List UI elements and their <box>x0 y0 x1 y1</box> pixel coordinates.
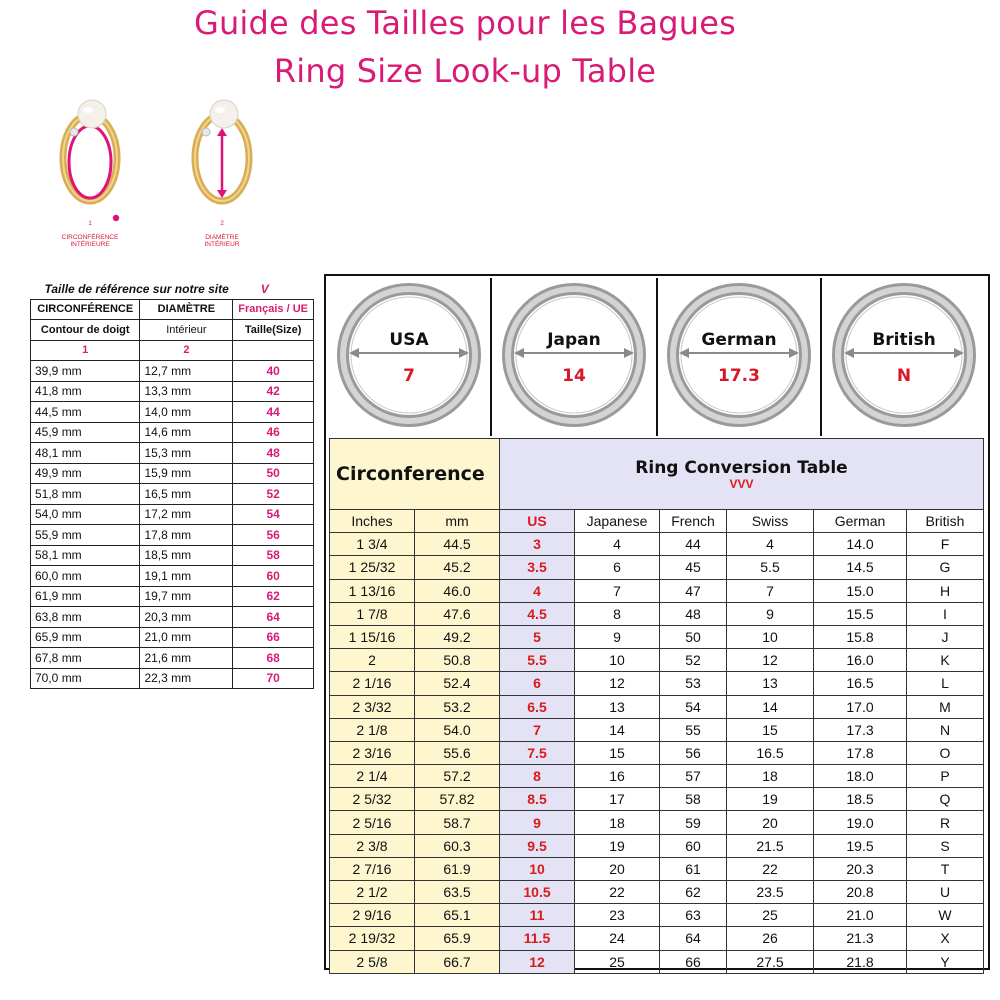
swiss-size-cell: 23.5 <box>727 881 814 904</box>
british-size-cell: T <box>907 857 984 880</box>
diameter-cell: 15,3 mm <box>140 443 233 464</box>
german-size-cell: 19.5 <box>814 834 907 857</box>
circumference-cell: 70,0 mm <box>31 668 140 689</box>
british-size-cell: P <box>907 765 984 788</box>
french-size-cell: 52 <box>233 484 314 505</box>
japanese-size-cell: 7 <box>575 579 660 602</box>
diameter-cell: 22,3 mm <box>140 668 233 689</box>
british-size-cell: Y <box>907 950 984 973</box>
inches-cell: 1 13/16 <box>330 579 415 602</box>
diameter-cell: 20,3 mm <box>140 607 233 628</box>
german-size-cell: 21.3 <box>814 927 907 950</box>
circumference-cell: 49,9 mm <box>31 463 140 484</box>
table-row <box>31 545 314 566</box>
us-size-cell: 11 <box>500 904 575 927</box>
japanese-size-cell: 19 <box>575 834 660 857</box>
french-size-cell: 66 <box>660 950 727 973</box>
header-circumference: CIRCONFÉRENCE <box>31 299 140 320</box>
german-size-cell: 15.8 <box>814 625 907 648</box>
french-size-cell: 40 <box>233 361 314 382</box>
mm-cell: 58.7 <box>415 811 500 834</box>
french-size-cell: 42 <box>233 381 314 402</box>
figure-1-number: 1 <box>88 220 92 227</box>
conversion-marker: VVV <box>729 477 754 491</box>
ring-conversion-panel <box>324 274 990 970</box>
mm-cell: 55.6 <box>415 741 500 764</box>
inches-cell: 1 7/8 <box>330 602 415 625</box>
dial-label: German <box>701 330 777 350</box>
dial-label: USA <box>389 330 429 350</box>
conversion-title-cell <box>500 439 984 510</box>
british-size-cell: J <box>907 625 984 648</box>
german-size-cell: 17.8 <box>814 741 907 764</box>
french-size-cell: 48 <box>660 602 727 625</box>
conversion-rows <box>330 533 984 974</box>
british-size-cell: R <box>907 811 984 834</box>
us-size-cell: 9.5 <box>500 834 575 857</box>
header-french-size: Français / UE <box>233 299 314 320</box>
header-inches: Inches <box>330 510 415 533</box>
mm-cell: 46.0 <box>415 579 500 602</box>
circumference-title: Circonference <box>330 439 500 510</box>
german-size-cell: 18.5 <box>814 788 907 811</box>
french-size-cell: 61 <box>660 857 727 880</box>
circumference-cell: 63,8 mm <box>31 607 140 628</box>
circumference-cell: 54,0 mm <box>31 504 140 525</box>
inches-cell: 1 3/4 <box>330 533 415 556</box>
header-french: French <box>660 510 727 533</box>
table-row <box>31 648 314 669</box>
swiss-size-cell: 5.5 <box>727 556 814 579</box>
table-row <box>330 904 984 927</box>
header-row <box>31 299 314 320</box>
ring-diameter-figure <box>162 96 282 256</box>
table-row <box>31 504 314 525</box>
column-number-2: 2 <box>140 340 233 361</box>
table-row <box>31 484 314 505</box>
table-row <box>330 649 984 672</box>
french-size-cell: 68 <box>233 648 314 669</box>
size-dial <box>658 278 822 436</box>
us-size-cell: 6 <box>500 672 575 695</box>
french-size-cell: 62 <box>660 881 727 904</box>
table-row <box>330 718 984 741</box>
mm-cell: 60.3 <box>415 834 500 857</box>
japanese-size-cell: 15 <box>575 741 660 764</box>
french-size-cell: 52 <box>660 649 727 672</box>
inches-cell: 2 5/8 <box>330 950 415 973</box>
inches-cell: 2 19/32 <box>330 927 415 950</box>
header-mm: mm <box>415 510 500 533</box>
us-size-cell: 5.5 <box>500 649 575 672</box>
dial-value: 17.3 <box>718 366 760 386</box>
circumference-cell: 48,1 mm <box>31 443 140 464</box>
french-size-cell: 55 <box>660 718 727 741</box>
german-size-cell: 15.5 <box>814 602 907 625</box>
british-size-cell: L <box>907 672 984 695</box>
circumference-cell: 58,1 mm <box>31 545 140 566</box>
japanese-size-cell: 23 <box>575 904 660 927</box>
french-size-rows <box>31 361 314 689</box>
mm-cell: 49.2 <box>415 625 500 648</box>
mm-cell: 63.5 <box>415 881 500 904</box>
diameter-cell: 16,5 mm <box>140 484 233 505</box>
table-row <box>330 533 984 556</box>
diameter-cell: 17,8 mm <box>140 525 233 546</box>
table-row <box>31 525 314 546</box>
german-size-cell: 15.0 <box>814 579 907 602</box>
german-size-cell: 14.0 <box>814 533 907 556</box>
inches-cell: 2 3/16 <box>330 741 415 764</box>
swiss-size-cell: 25 <box>727 904 814 927</box>
british-size-cell: N <box>907 718 984 741</box>
table-row <box>330 741 984 764</box>
conversion-title-row <box>330 439 984 510</box>
header-swiss: Swiss <box>727 510 814 533</box>
swiss-size-cell: 22 <box>727 857 814 880</box>
column-number-1: 1 <box>31 340 140 361</box>
subheader-size: Taille(Size) <box>233 320 314 341</box>
british-size-cell: X <box>907 927 984 950</box>
mm-cell: 45.2 <box>415 556 500 579</box>
table-row <box>31 586 314 607</box>
swiss-size-cell: 12 <box>727 649 814 672</box>
japanese-size-cell: 16 <box>575 765 660 788</box>
british-size-cell: H <box>907 579 984 602</box>
figure-1-caption-line1: CIRCONFÉRENCE <box>61 234 119 241</box>
diameter-cell: 14,0 mm <box>140 402 233 423</box>
swiss-size-cell: 9 <box>727 602 814 625</box>
number-row <box>31 340 314 361</box>
diameter-cell: 17,2 mm <box>140 504 233 525</box>
table-row <box>31 422 314 443</box>
french-size-cell: 58 <box>660 788 727 811</box>
table-row <box>330 950 984 973</box>
mm-cell: 53.2 <box>415 695 500 718</box>
british-size-cell: U <box>907 881 984 904</box>
british-size-cell: W <box>907 904 984 927</box>
us-size-cell: 8 <box>500 765 575 788</box>
french-size-cell: 53 <box>660 672 727 695</box>
us-size-cell: 7.5 <box>500 741 575 764</box>
table-row <box>330 881 984 904</box>
table-row <box>330 672 984 695</box>
dial-label: Japan <box>547 330 601 350</box>
us-size-cell: 11.5 <box>500 927 575 950</box>
inches-cell: 2 7/16 <box>330 857 415 880</box>
german-size-cell: 16.0 <box>814 649 907 672</box>
table-row <box>330 927 984 950</box>
swiss-size-cell: 20 <box>727 811 814 834</box>
ring-gauge-icon <box>328 278 490 434</box>
reference-label: Taille de référence sur notre site <box>44 281 229 296</box>
french-size-cell: 62 <box>233 586 314 607</box>
german-size-cell: 20.3 <box>814 857 907 880</box>
french-size-cell: 46 <box>233 422 314 443</box>
header-us: US <box>500 510 575 533</box>
french-size-cell: 54 <box>233 504 314 525</box>
inches-cell: 2 <box>330 649 415 672</box>
table-row <box>31 627 314 648</box>
circumference-cell: 44,5 mm <box>31 402 140 423</box>
japanese-size-cell: 8 <box>575 602 660 625</box>
japanese-size-cell: 17 <box>575 788 660 811</box>
british-size-cell: I <box>907 602 984 625</box>
diameter-cell: 19,1 mm <box>140 566 233 587</box>
swiss-size-cell: 7 <box>727 579 814 602</box>
german-size-cell: 17.3 <box>814 718 907 741</box>
header-diameter: DIAMÈTRE <box>140 299 233 320</box>
us-size-cell: 3.5 <box>500 556 575 579</box>
french-size-cell: 60 <box>660 834 727 857</box>
swiss-size-cell: 27.5 <box>727 950 814 973</box>
page-title-english: Ring Size Look-up Table <box>273 52 657 90</box>
page-title-french: Guide des Tailles pour les Bagues <box>193 4 737 42</box>
us-size-cell: 4.5 <box>500 602 575 625</box>
swiss-size-cell: 4 <box>727 533 814 556</box>
us-size-cell: 4 <box>500 579 575 602</box>
inches-cell: 2 3/32 <box>330 695 415 718</box>
swiss-size-cell: 10 <box>727 625 814 648</box>
german-size-cell: 21.0 <box>814 904 907 927</box>
german-size-cell: 18.0 <box>814 765 907 788</box>
french-size-cell: 59 <box>660 811 727 834</box>
inches-cell: 2 1/4 <box>330 765 415 788</box>
us-size-cell: 9 <box>500 811 575 834</box>
us-size-cell: 3 <box>500 533 575 556</box>
circumference-cell: 51,8 mm <box>31 484 140 505</box>
dial-value: 7 <box>403 366 415 386</box>
inches-cell: 2 1/2 <box>330 881 415 904</box>
german-size-cell: 14.5 <box>814 556 907 579</box>
circumference-cell: 55,9 mm <box>31 525 140 546</box>
japanese-size-cell: 10 <box>575 649 660 672</box>
swiss-size-cell: 21.5 <box>727 834 814 857</box>
swiss-size-cell: 19 <box>727 788 814 811</box>
table-row <box>330 602 984 625</box>
british-size-cell: G <box>907 556 984 579</box>
mm-cell: 57.82 <box>415 788 500 811</box>
table-row <box>31 443 314 464</box>
diameter-cell: 13,3 mm <box>140 381 233 402</box>
header-german: German <box>814 510 907 533</box>
japanese-size-cell: 13 <box>575 695 660 718</box>
mm-cell: 65.1 <box>415 904 500 927</box>
circumference-cell: 67,8 mm <box>31 648 140 669</box>
british-size-cell: Q <box>907 788 984 811</box>
french-size-cell: 63 <box>660 904 727 927</box>
french-size-cell: 50 <box>233 463 314 484</box>
table-row <box>31 463 314 484</box>
us-size-cell: 5 <box>500 625 575 648</box>
table-row <box>330 857 984 880</box>
ring-circumference-figure <box>30 96 150 256</box>
diameter-cell: 21,0 mm <box>140 627 233 648</box>
french-size-cell: 45 <box>660 556 727 579</box>
german-size-cell: 16.5 <box>814 672 907 695</box>
size-dial <box>492 278 658 436</box>
diameter-cell: 14,6 mm <box>140 422 233 443</box>
french-size-cell: 64 <box>233 607 314 628</box>
figure-1-caption-line2: INTÉRIEURE <box>70 241 110 248</box>
table-row <box>330 556 984 579</box>
british-size-cell: S <box>907 834 984 857</box>
swiss-size-cell: 15 <box>727 718 814 741</box>
french-size-cell: 64 <box>660 927 727 950</box>
size-dial <box>328 278 492 436</box>
japanese-size-cell: 22 <box>575 881 660 904</box>
japanese-size-cell: 6 <box>575 556 660 579</box>
french-size-cell: 58 <box>233 545 314 566</box>
us-size-cell: 10 <box>500 857 575 880</box>
swiss-size-cell: 14 <box>727 695 814 718</box>
diameter-cell: 18,5 mm <box>140 545 233 566</box>
mm-cell: 65.9 <box>415 927 500 950</box>
german-size-cell: 20.8 <box>814 881 907 904</box>
inches-cell: 1 15/16 <box>330 625 415 648</box>
french-size-cell: 44 <box>233 402 314 423</box>
us-size-cell: 7 <box>500 718 575 741</box>
swiss-size-cell: 26 <box>727 927 814 950</box>
french-size-cell: 54 <box>660 695 727 718</box>
japanese-size-cell: 9 <box>575 625 660 648</box>
circumference-cell: 39,9 mm <box>31 361 140 382</box>
ring-conversion-table <box>329 438 984 974</box>
french-size-cell: 56 <box>660 741 727 764</box>
french-size-table <box>30 279 314 689</box>
mm-cell: 44.5 <box>415 533 500 556</box>
us-size-cell: 6.5 <box>500 695 575 718</box>
figure-2-caption-line2: INTÉRIEUR <box>204 241 240 248</box>
diameter-cell: 21,6 mm <box>140 648 233 669</box>
reference-row <box>31 279 314 299</box>
inches-cell: 2 5/32 <box>330 788 415 811</box>
table-row <box>31 566 314 587</box>
subheader-row <box>31 320 314 341</box>
circumference-cell: 45,9 mm <box>31 422 140 443</box>
mm-cell: 61.9 <box>415 857 500 880</box>
japanese-size-cell: 25 <box>575 950 660 973</box>
british-size-cell: M <box>907 695 984 718</box>
header-british: British <box>907 510 984 533</box>
french-size-cell: 70 <box>233 668 314 689</box>
swiss-size-cell: 16.5 <box>727 741 814 764</box>
inches-cell: 2 9/16 <box>330 904 415 927</box>
figure-2-number: 2 <box>220 220 224 227</box>
dial-value: N <box>896 366 912 386</box>
french-size-cell: 66 <box>233 627 314 648</box>
french-size-cell: 47 <box>660 579 727 602</box>
mm-cell: 66.7 <box>415 950 500 973</box>
us-size-cell: 10.5 <box>500 881 575 904</box>
french-size-cell: 60 <box>233 566 314 587</box>
subheader-finger-contour: Contour de doigt <box>31 320 140 341</box>
table-row <box>330 579 984 602</box>
reference-mark: V <box>260 281 269 296</box>
circumference-cell: 60,0 mm <box>31 566 140 587</box>
mm-cell: 57.2 <box>415 765 500 788</box>
japanese-size-cell: 24 <box>575 927 660 950</box>
table-row <box>31 668 314 689</box>
swiss-size-cell: 18 <box>727 765 814 788</box>
inches-cell: 2 3/8 <box>330 834 415 857</box>
diameter-cell: 19,7 mm <box>140 586 233 607</box>
british-size-cell: F <box>907 533 984 556</box>
diameter-cell: 12,7 mm <box>140 361 233 382</box>
conversion-table-title: Ring Conversion Table <box>635 458 848 478</box>
size-dial <box>822 278 986 436</box>
french-size-cell: 57 <box>660 765 727 788</box>
mm-cell: 54.0 <box>415 718 500 741</box>
us-size-cell: 8.5 <box>500 788 575 811</box>
inches-cell: 2 1/16 <box>330 672 415 695</box>
french-size-cell: 48 <box>233 443 314 464</box>
circumference-cell: 41,8 mm <box>31 381 140 402</box>
subheader-interior: Intérieur <box>140 320 233 341</box>
french-size-cell: 50 <box>660 625 727 648</box>
circumference-cell: 65,9 mm <box>31 627 140 648</box>
figure-2-caption-line1: DIAMÈTRE <box>205 234 239 241</box>
german-size-cell: 21.8 <box>814 950 907 973</box>
ring-circumference-icon <box>30 96 150 256</box>
inches-cell: 2 5/16 <box>330 811 415 834</box>
circumference-cell: 61,9 mm <box>31 586 140 607</box>
column-number-3 <box>233 340 314 361</box>
us-size-cell: 12 <box>500 950 575 973</box>
table-row <box>330 811 984 834</box>
mm-cell: 50.8 <box>415 649 500 672</box>
german-size-cell: 19.0 <box>814 811 907 834</box>
table-row <box>31 402 314 423</box>
ring-gauge-icon <box>492 278 656 434</box>
table-row <box>330 834 984 857</box>
inches-cell: 1 25/32 <box>330 556 415 579</box>
japanese-size-cell: 20 <box>575 857 660 880</box>
german-size-cell: 17.0 <box>814 695 907 718</box>
table-row <box>31 607 314 628</box>
french-size-cell: 44 <box>660 533 727 556</box>
conversion-header-row <box>330 510 984 533</box>
header-japanese: Japanese <box>575 510 660 533</box>
diameter-cell: 15,9 mm <box>140 463 233 484</box>
table-row <box>330 765 984 788</box>
ring-diameter-icon <box>162 96 282 256</box>
mm-cell: 52.4 <box>415 672 500 695</box>
british-size-cell: K <box>907 649 984 672</box>
japanese-size-cell: 4 <box>575 533 660 556</box>
japanese-size-cell: 18 <box>575 811 660 834</box>
ring-gauge-icon <box>822 278 986 434</box>
japanese-size-cell: 14 <box>575 718 660 741</box>
dial-value: 14 <box>562 366 586 386</box>
inches-cell: 2 1/8 <box>330 718 415 741</box>
british-size-cell: O <box>907 741 984 764</box>
french-size-cell: 56 <box>233 525 314 546</box>
dial-label: British <box>872 330 936 350</box>
table-row <box>31 361 314 382</box>
japanese-size-cell: 12 <box>575 672 660 695</box>
table-row <box>330 695 984 718</box>
ring-gauge-icon <box>658 278 820 434</box>
table-row <box>330 625 984 648</box>
table-row <box>330 788 984 811</box>
mm-cell: 47.6 <box>415 602 500 625</box>
swiss-size-cell: 13 <box>727 672 814 695</box>
table-row <box>31 381 314 402</box>
